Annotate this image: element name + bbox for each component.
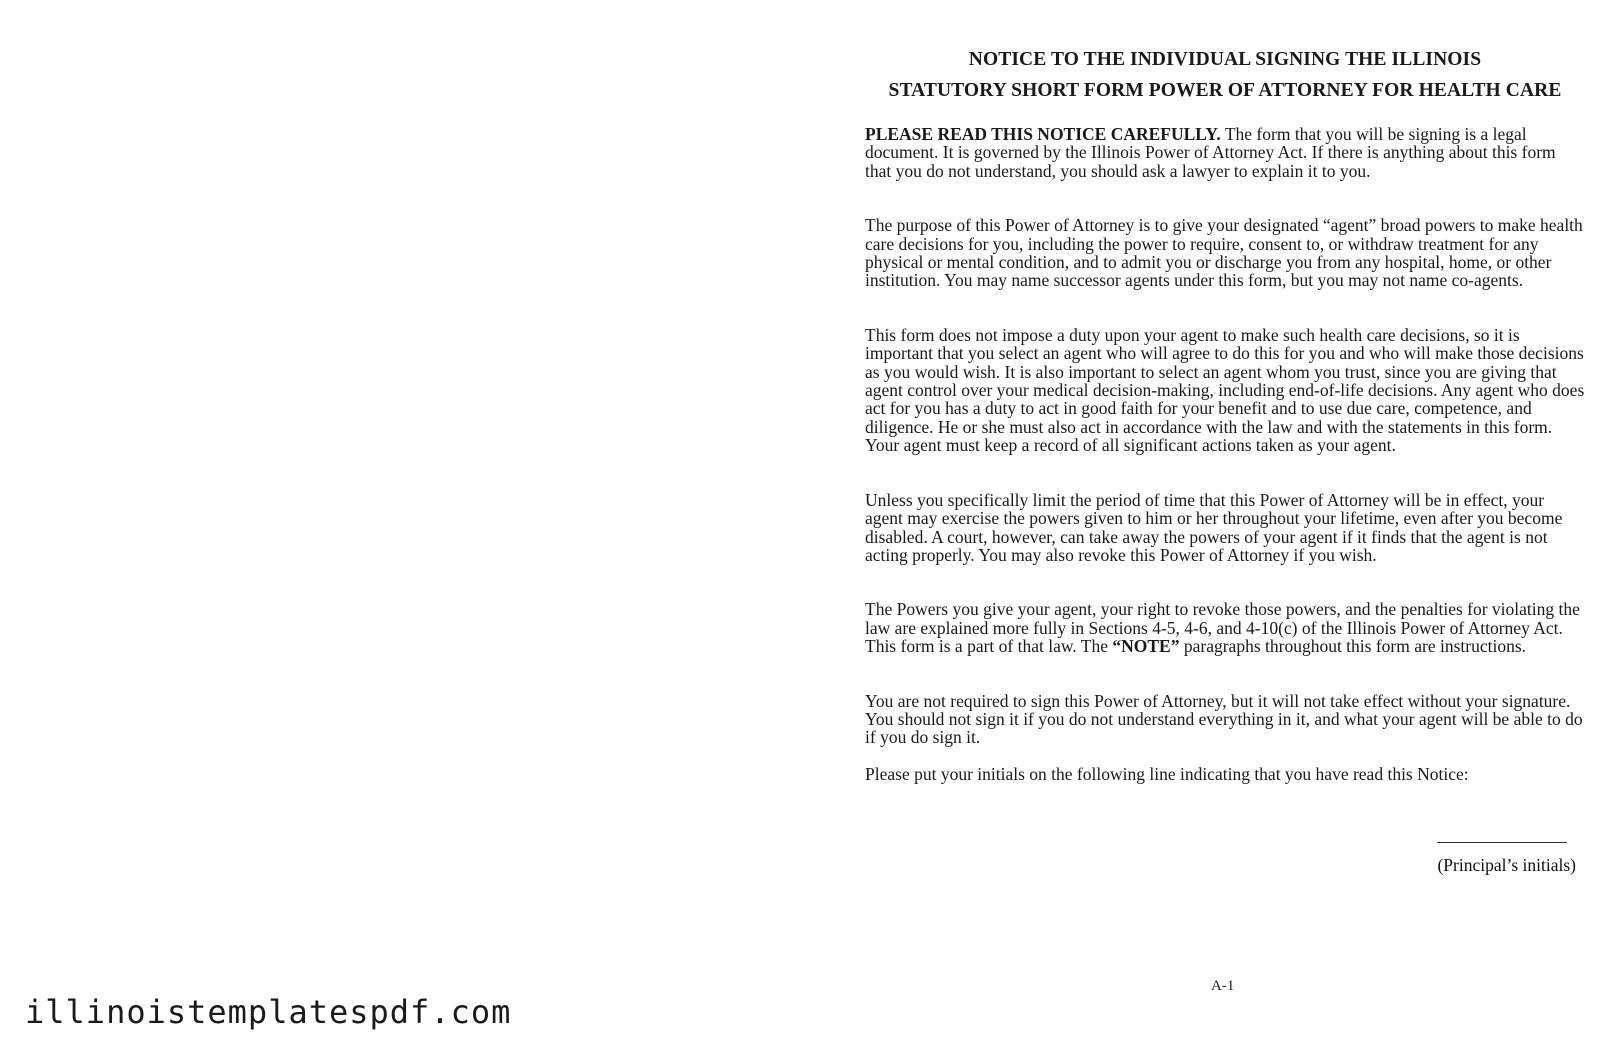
notice-title xyxy=(865,44,1585,106)
notice-content xyxy=(865,44,1585,819)
initials-signature-line[interactable] xyxy=(1437,842,1567,843)
initials-label: (Principal’s initials) xyxy=(1437,855,1576,875)
watermark-text: illinoistemplatespdf.com xyxy=(25,993,512,1031)
paragraph-duration: Unless you specifically limit the period of time that this Power of Attorney will be in effect, your agent may exercise the powers given to him or her throughout your lifetime, even after you become disabled. A court, however, can take away the powers of your agent if it finds that the agent is not acting properly. You may also revoke this Power of Attorney if you wish. xyxy=(865,489,1563,565)
paragraph-powers xyxy=(865,600,1585,655)
paragraph-read-carefully xyxy=(865,125,1585,180)
powers-text-before: The Powers you give your agent, your right to revoke those powers, and the penalties for violating the law are explained more fully in Sections 4-5, 4-6, and 4-10(c) of the Illinois Power of Attorney Act. This form is a part of that law. The xyxy=(865,599,1580,657)
note-keyword: “NOTE” xyxy=(1112,636,1180,657)
initials-block xyxy=(1416,842,1576,876)
powers-text-after: paragraphs throughout this form are instructions. xyxy=(1179,636,1527,657)
read-carefully-lead: PLEASE READ THIS NOTICE CAREFULLY. xyxy=(865,124,1221,144)
paragraph-initials-instruction: Please put your initials on the following line indicating that you have read this Notice: xyxy=(865,763,1469,784)
page-number: A-1 xyxy=(1211,978,1235,994)
paragraph-signature-requirement: You are not required to sign this Power of Attorney, but it will not take effect without your signature. You should not sign it if you do not understand everything in it, and what your agent will be able to do if you do sign it. xyxy=(865,690,1583,748)
title-line-2: STATUTORY SHORT FORM POWER OF ATTORNEY FOR HEALTH CARE xyxy=(888,80,1562,101)
paragraph-agent-duty: This form does not impose a duty upon your agent to make such health care decisions, so it is important that you select an agent who will agree to do this for you and who will make those decisions as you would wish. It is also important to select an agent whom you trust, since you are giving that agent control over your medical decision-making, including end-of-life decisions. Any agent who does act for you has a duty to act in good faith for your benefit and to use due care, competence, and diligence. He or she must also act in accordance with the law and with the statements in this form. Your agent must keep a record of all significant actions taken as your agent. xyxy=(865,324,1585,456)
paragraph-purpose: The purpose of this Power of Attorney is to give your designated “agent” broad powers to make health care decisions for you, including the power to require, consent to, or withdraw treatment for any physical or mental condition, and to admit you or discharge you from any hospital, home, or other institution. You may name successor agents under this form, but you may not name co-agents. xyxy=(865,215,1583,291)
title-line-1: NOTICE TO THE INDIVIDUAL SIGNING THE ILLINOIS xyxy=(968,49,1482,70)
read-carefully-text: The form that you will be signing is a legal document. It is governed by the Illinois Power of Attorney Act. If there is anything about this form that you do not understand, you should ask a lawyer to explain it to you. xyxy=(865,124,1556,181)
